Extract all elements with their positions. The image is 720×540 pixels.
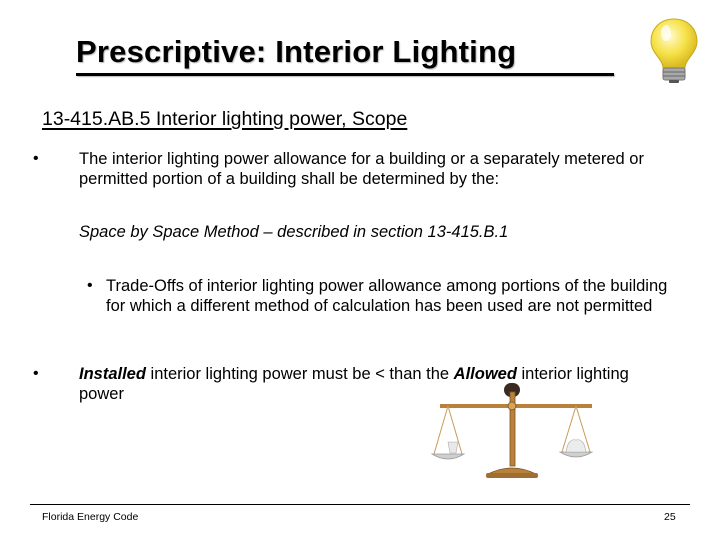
section-subtitle: 13-415.AB.5 Interior lighting power, Scope (42, 108, 408, 130)
sub-bullet-marker: • (87, 277, 93, 294)
allowed-term: Allowed (453, 365, 517, 383)
comparison-text: interior lighting power must be < than the (145, 365, 454, 383)
page-number: 25 (664, 511, 676, 523)
comparison-tail: interior lighting power (79, 365, 629, 403)
installed-term: Installed (79, 365, 146, 383)
method-name: Space by Space Method (79, 223, 259, 241)
title-underline (76, 73, 614, 76)
sub-bullet-paragraph: Trade-Offs of interior lighting power allowance among portions of the building for which a different method of calculation has been used are not permitted (106, 277, 668, 315)
balance-scale-icon (428, 382, 604, 480)
footer-rule (30, 504, 690, 505)
method-description: – described in section 13-415.B.1 (258, 223, 509, 241)
footer-label: Florida Energy Code (42, 511, 139, 523)
slide-title: Prescriptive: Interior Lighting (76, 34, 517, 69)
bullet-marker: • (33, 365, 39, 382)
bullet-paragraph: The interior lighting power allowance for a building or a separately metered or permitted portion of a building shall be determined by the: (79, 150, 644, 188)
bullet-marker: • (33, 150, 39, 167)
method-paragraph (79, 222, 669, 242)
lightbulb-icon (646, 16, 702, 84)
